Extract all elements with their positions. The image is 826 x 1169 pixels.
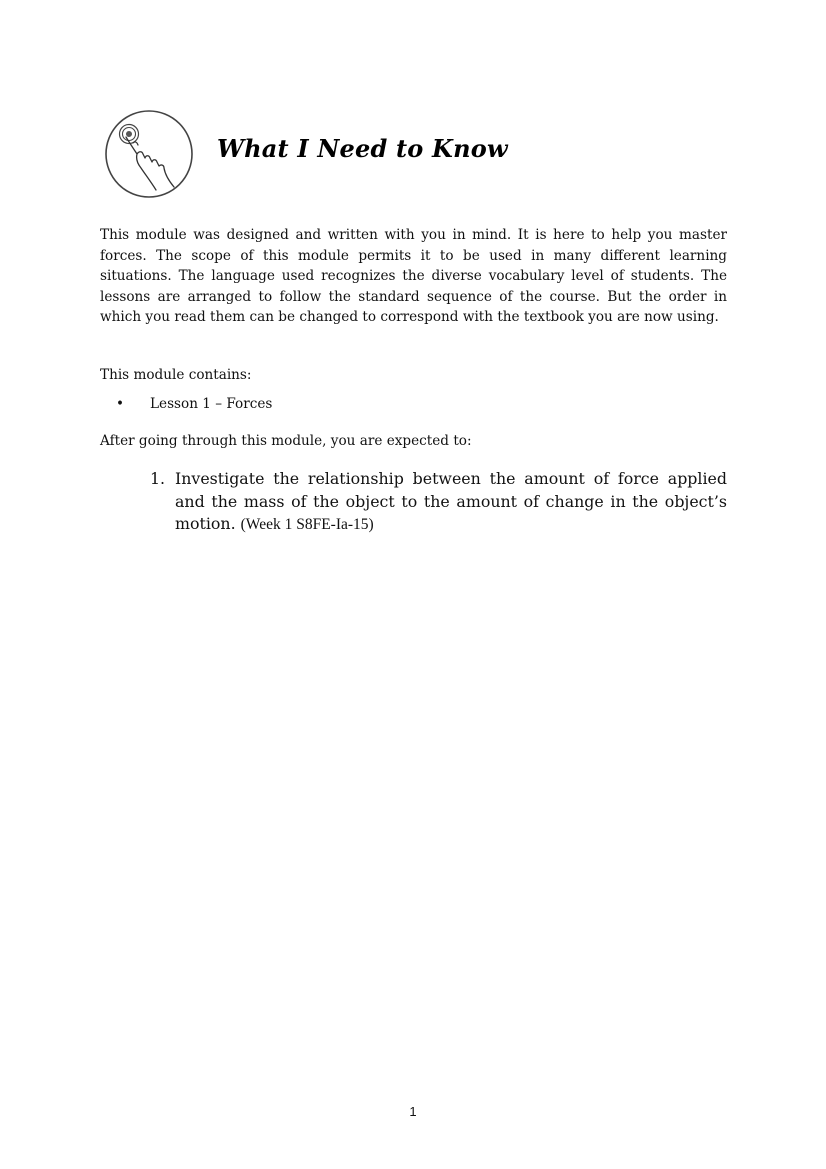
expectations-label: After going through this module, you are expected to: — [100, 433, 472, 449]
module-contains-label: This module contains: — [100, 367, 252, 383]
pointing-hand-icon — [103, 108, 195, 200]
lesson-list — [100, 394, 272, 414]
list-item — [150, 468, 727, 537]
section-title: What I Need to Know — [217, 134, 508, 163]
objective-text: Investigate the relationship between the amount of force applied and the mass of the object to the amount of change in the object’s motion. — [175, 469, 727, 533]
intro-paragraph: This module was designed and written with you in mind. It is here to help you master forces. The scope of this module permits it to be used in many different learning situations. The language used recognizes the diverse vocabulary level of students. The lessons are arranged to follow the standard sequence of the course. But the order in which you read them can be changed to correspond with the textbook you are now using. — [100, 227, 727, 325]
bullet-icon: • — [116, 396, 125, 412]
objective-number: 1. — [150, 469, 166, 488]
page-number: 1 — [409, 1104, 417, 1119]
lesson-label: Lesson 1 – Forces — [150, 396, 273, 412]
objectives-list — [150, 468, 727, 537]
competency-code: (Week 1 S8FE-Ia-15) — [240, 516, 374, 533]
list-item — [100, 394, 272, 414]
